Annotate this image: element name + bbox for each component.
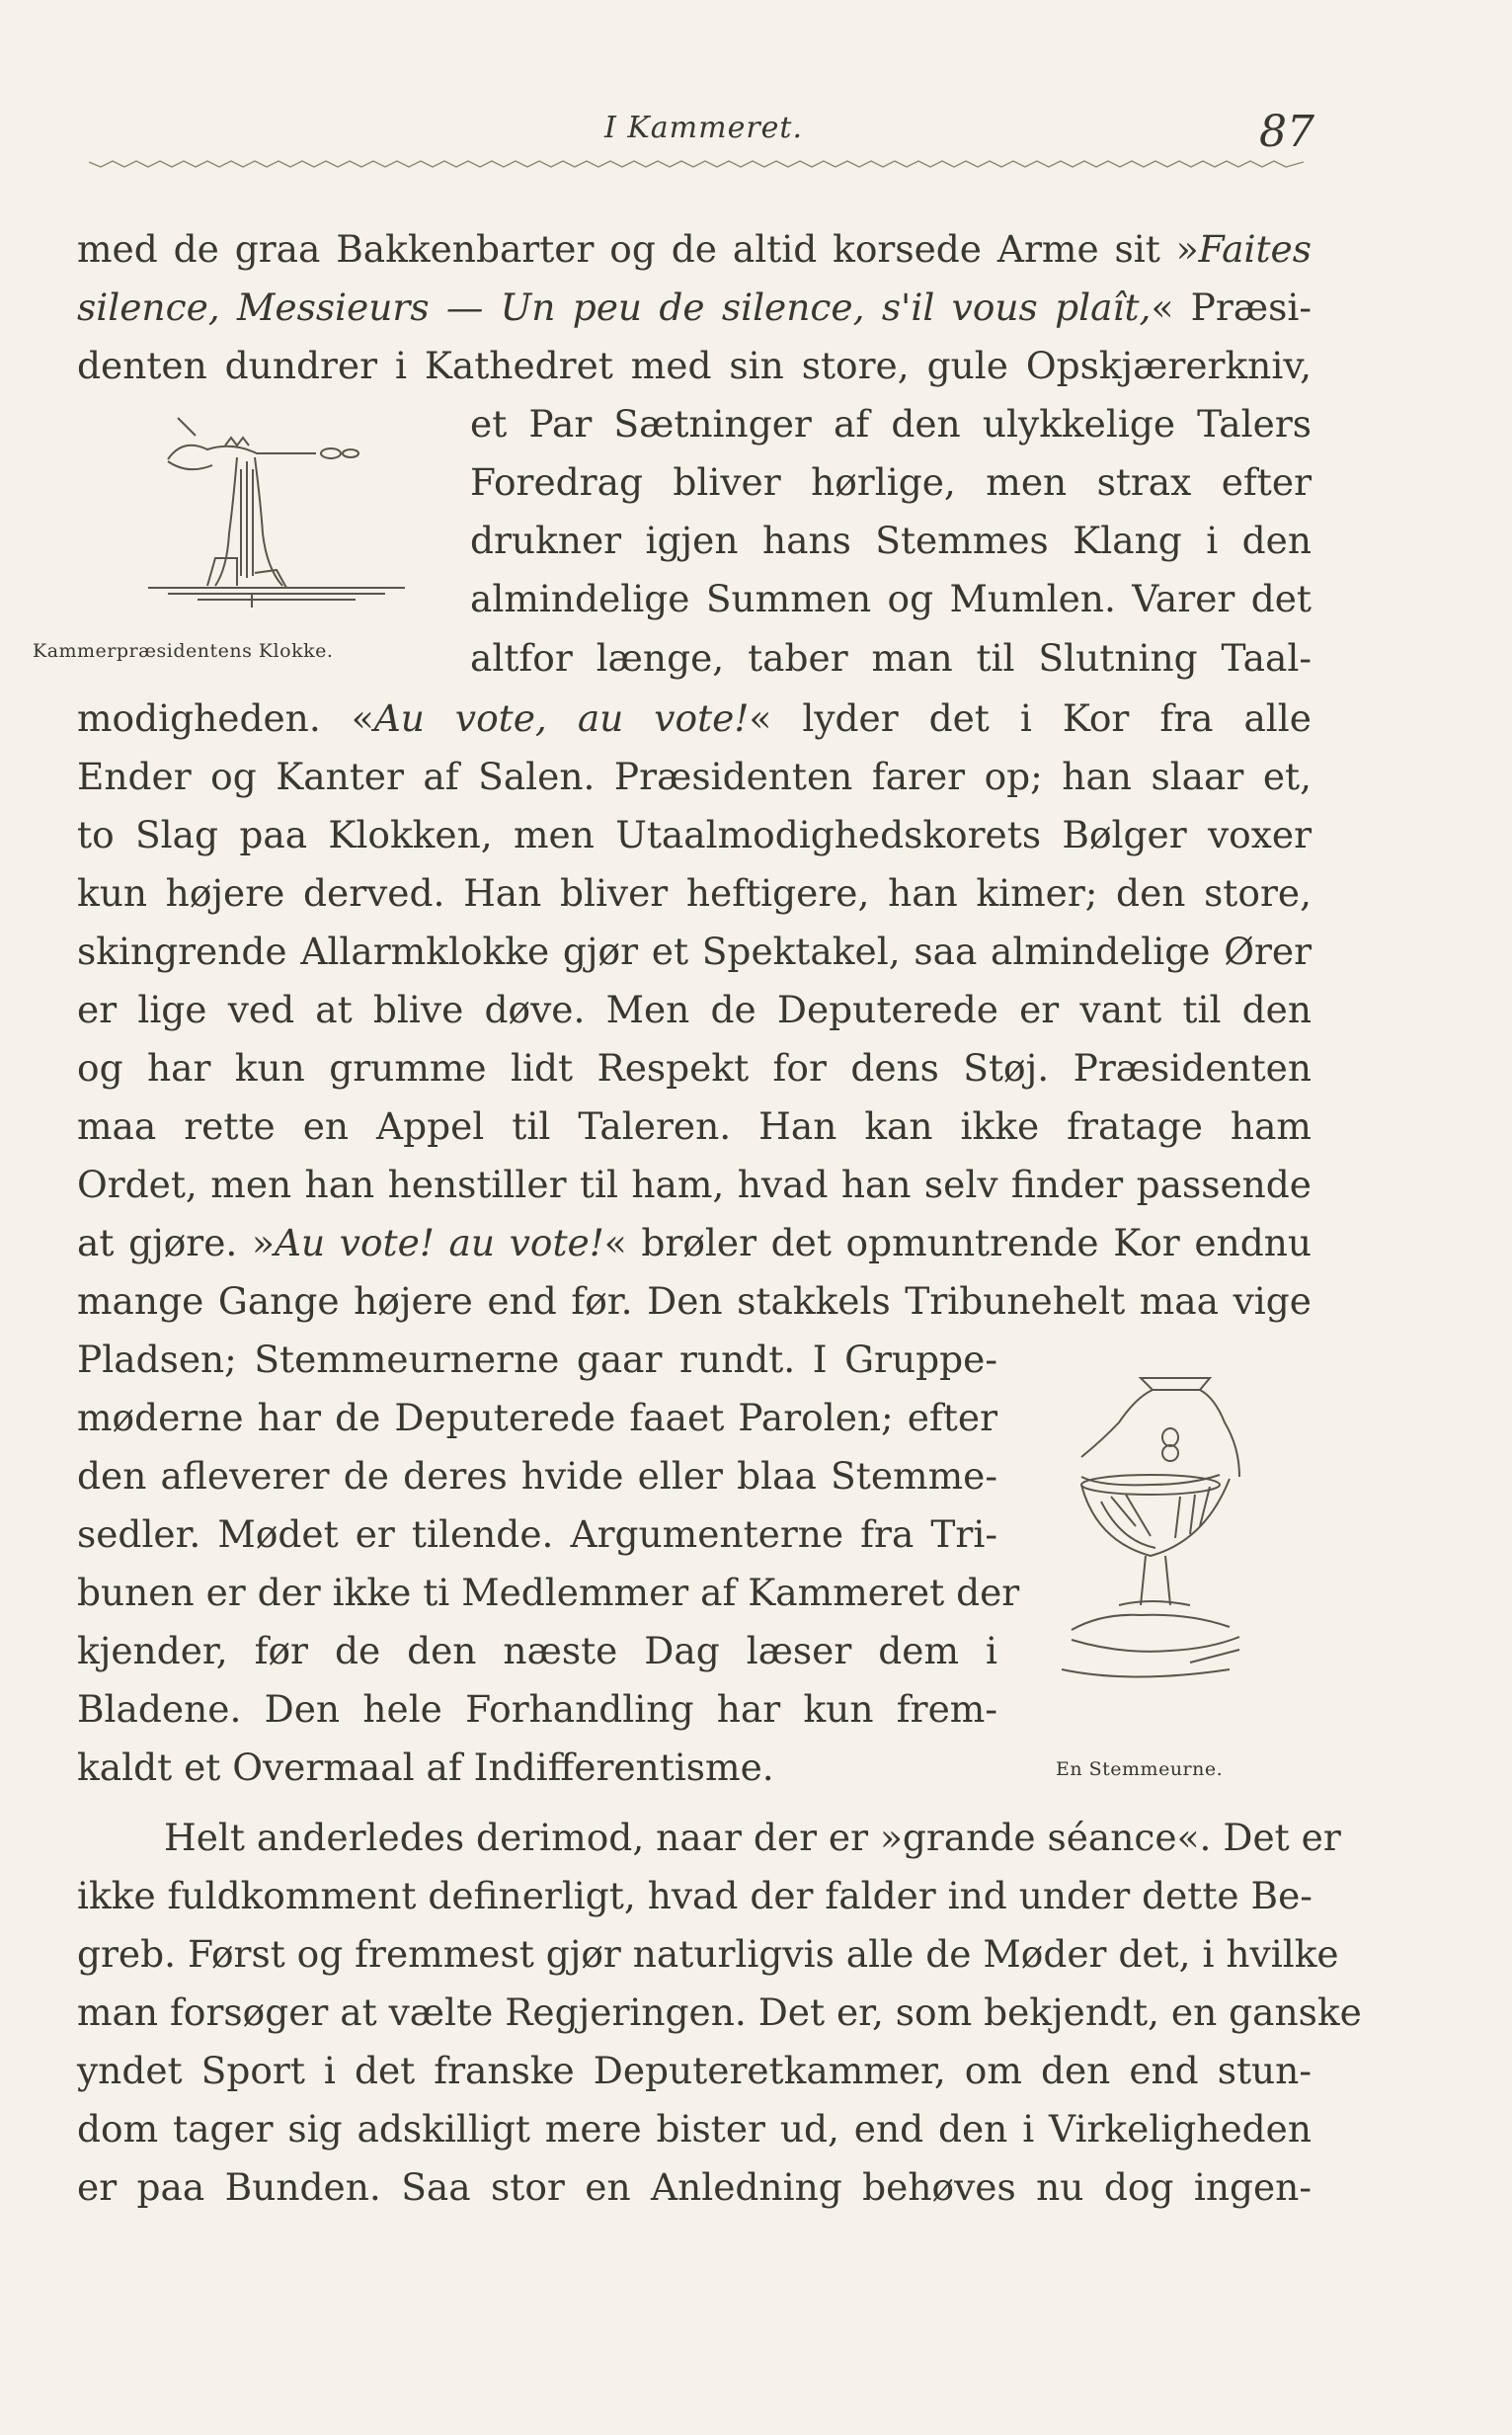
text-line: den afleverer de deres hvide eller blaa Stemme- (77, 1454, 997, 1498)
text-line: bunen er der ikke ti Medlemmer af Kammeret der (77, 1571, 1020, 1614)
urn-illustration (1042, 1368, 1289, 1724)
text-line: Helt anderledes derimod, naar der er »grande séance«. Det er (164, 1816, 1341, 1859)
page-header (0, 107, 1512, 180)
bell-illustration (138, 410, 415, 632)
text-line: kjender, før de den næste Dag læser dem i (77, 1629, 997, 1672)
text-line: maa rette en Appel til Taleren. Han kan ikke fratage ham (77, 1104, 1312, 1148)
text-line: møderne har de Deputerede faaet Parolen; efter (77, 1396, 997, 1439)
text-line: mange Gange højere end før. Den stakkels Tribunehelt maa vige (77, 1279, 1312, 1323)
text-line: altfor længe, taber man til Slutning Taal- (470, 636, 1312, 680)
text-line: Ordet, men han henstiller til ham, hvad han selv finder passende (77, 1163, 1312, 1206)
bell-caption: Kammerpræsidentens Klokke. (33, 640, 334, 662)
text-line: skingrende Allarmklokke gjør et Spektakel, saa almindelige Ører (77, 930, 1312, 973)
text-line: ikke fuldkomment definerligt, hvad der falder ind under dette Be- (77, 1874, 1313, 1917)
text-line: sedler. Mødet er tilende. Argumenterne fra Tri- (77, 1512, 997, 1556)
urn-caption: En Stemmeurne. (1056, 1758, 1224, 1780)
text-line: Foredrag bliver hørlige, men strax efter (470, 460, 1312, 504)
running-title: I Kammeret. (604, 111, 804, 145)
text-line: Ender og Kanter af Salen. Præsidenten farer op; han slaar et, (77, 755, 1312, 798)
text-line: dom tager sig adskilligt mere bister ud, end den i Virkeligheden (77, 2107, 1312, 2151)
text-line: yndet Sport i det franske Deputeretkammer, om den end stun- (77, 2049, 1312, 2092)
text-line: denten dundrer i Kathedret med sin store, gule Opskjærerkniv, (77, 344, 1312, 387)
text-line: Bladene. Den hele Forhandling har kun frem- (77, 1687, 997, 1731)
text-line: med de graa Bakkenbarter og de altid korsede Arme sit »Faites (77, 227, 1312, 271)
text-line: drukner igjen hans Stemmes Klang i den (470, 519, 1312, 562)
text-line: et Par Sætninger af den ulykkelige Talers (470, 402, 1312, 446)
text-line: man forsøger at vælte Regjeringen. Det er, som bekjendt, en ganske (77, 1990, 1362, 2034)
text-line: kaldt et Overmaal af Indifferentisme. (77, 1745, 774, 1789)
page-number: 87 (1259, 107, 1314, 157)
text-line: Pladsen; Stemmeurnerne gaar rundt. I Gruppe- (77, 1338, 997, 1381)
ornamental-rule (89, 158, 1304, 170)
text-line: silence, Messieurs — Un peu de silence, s'il vous plaît,« Præsi- (77, 285, 1312, 329)
text-line: almindelige Summen og Mumlen. Varer det (470, 577, 1312, 620)
text-line: er paa Bunden. Saa stor en Anledning behøves nu dog ingen- (77, 2165, 1312, 2209)
text-line: at gjøre. »Au vote! au vote!« brøler det opmuntrende Kor endnu (77, 1221, 1312, 1264)
text-line: modigheden. «Au vote, au vote!« lyder det i Kor fra alle (77, 696, 1312, 740)
text-line: to Slag paa Klokken, men Utaalmodighedskorets Bølger voxer (77, 813, 1312, 856)
text-line: er lige ved at blive døve. Men de Deputerede er vant til den (77, 988, 1312, 1031)
text-line: og har kun grumme lidt Respekt for dens Støj. Præsidenten (77, 1046, 1312, 1090)
text-line: greb. Først og fremmest gjør naturligvis alle de Møder det, i hvilke (77, 1932, 1339, 1976)
text-line: kun højere derved. Han bliver heftigere, han kimer; den store, (77, 871, 1312, 915)
